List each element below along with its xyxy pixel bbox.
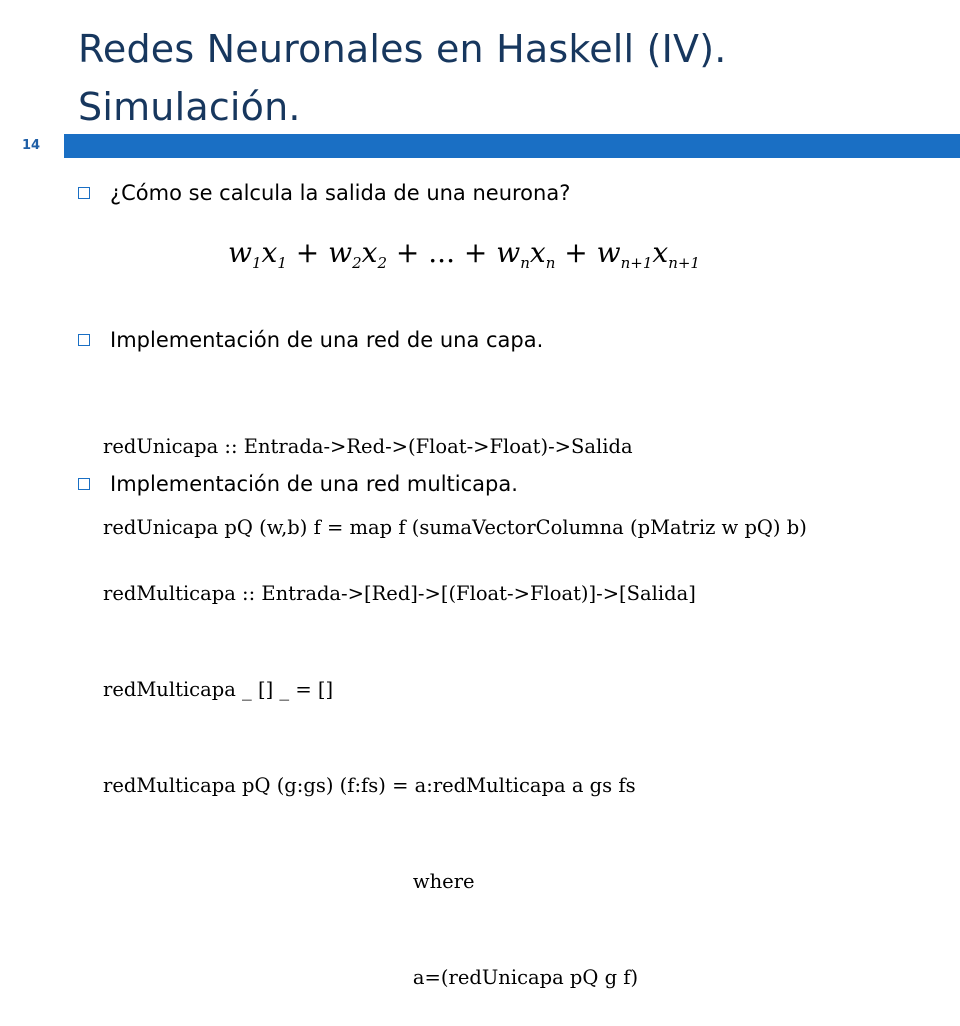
code-line: redUnicapa :: Entrada->Red->(Float->Float)->Salida bbox=[103, 435, 633, 458]
bullet-text: Implementación de una red multicapa. bbox=[110, 472, 518, 496]
accent-bar bbox=[64, 134, 960, 158]
code-line: a=(redUnicapa pQ g f) bbox=[103, 966, 639, 989]
bullet-single-layer bbox=[78, 328, 543, 352]
code-line: redUnicapa pQ (w,b) f = map f (sumaVectorColumna (pMatriz w pQ) b) bbox=[103, 516, 807, 539]
code-line: redMulticapa _ [] _ = [] bbox=[103, 678, 334, 701]
neuron-formula: $w_1x_1 + w_2x_2$ + ... + $w_nx_n + w_{n+1}x_{n+1}$ bbox=[228, 236, 700, 272]
code-line: redMulticapa pQ (g:gs) (f:fs) = a:redMulticapa a gs fs bbox=[103, 774, 636, 797]
slide-title-line-2: Simulación. bbox=[78, 85, 301, 129]
bullet-multi-layer bbox=[78, 472, 518, 496]
slide-title bbox=[78, 20, 938, 136]
slide-title-line-1: Redes Neuronales en Haskell (IV). bbox=[78, 27, 727, 71]
header-bar bbox=[0, 134, 960, 158]
bullet-text: ¿Cómo se calcula la salida de una neurona? bbox=[110, 181, 571, 205]
bullet-text: Implementación de una red de una capa. bbox=[110, 328, 544, 352]
code-line: where bbox=[103, 870, 475, 893]
code-multi-layer bbox=[103, 514, 696, 1026]
square-bullet-icon bbox=[78, 478, 90, 490]
slide-number: 14 bbox=[2, 134, 60, 158]
square-bullet-icon bbox=[78, 334, 90, 346]
code-line: redMulticapa :: Entrada->[Red]->[(Float->Float)]->[Salida] bbox=[103, 582, 696, 605]
bullet-neuron-output bbox=[78, 181, 570, 205]
square-bullet-icon bbox=[78, 187, 90, 199]
